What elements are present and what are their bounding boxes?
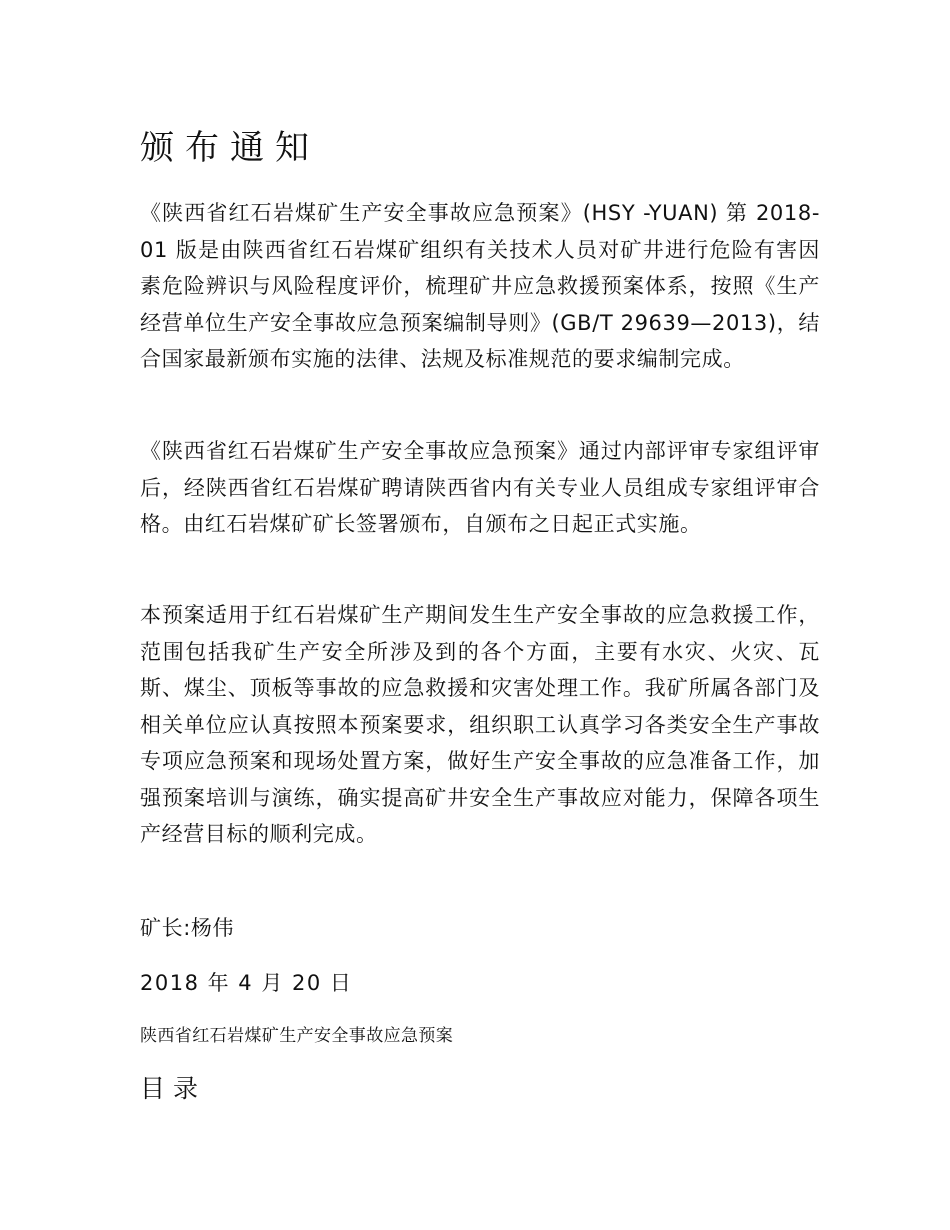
notice-paragraph-2: 《陕西省红石岩煤矿生产安全事故应急预案》通过内部评审专家组评审后，经陕西省红石岩煤矿聘请陕西省内有关专业人员组成专家组评审合格。由红石岩煤矿矿长签署颁布，自颁布之日起正式实施。 <box>140 439 820 536</box>
toc-heading: 目录 <box>140 1074 207 1103</box>
notice-title: 颁布通知 <box>140 128 320 168</box>
document-title-footer: 陕西省红石岩煤矿生产安全事故应急预案 <box>140 1026 454 1046</box>
notice-paragraph-1: 《陕西省红石岩煤矿生产安全事故应急预案》(HSY -YUAN) 第 2018-01 版是由陕西省红石岩煤矿组织有关技术人员对矿井进行危险有害因素危险辨识与风险程度评价，梳理矿井应急救援预案体系，按照《生产经营单位生产安全事故应急预案编制导则》(GB/T 29639—2013)，结合国家最新颁布实施的法律、法规及标准规范的要求编制完成。 <box>140 201 820 371</box>
signer-line: 矿长:杨伟 <box>140 916 235 940</box>
issue-date: 2018 年 4 月 20 日 <box>140 971 353 995</box>
notice-paragraph-3: 本预案适用于红石岩煤矿生产期间发生生产安全事故的应急救援工作，范围包括我矿生产安全所涉及到的各个方面，主要有水灾、火灾、瓦斯、煤尘、顶板等事故的应急救援和灾害处理工作。我矿所属各部门及相关单位应认真按照本预案要求，组织职工认真学习各类安全生产事故专项应急预案和现场处置方案，做好生产安全事故的应急准备工作，加强预案培训与演练，确实提高矿井安全生产事故应对能力，保障各项生产经营目标的顺利完成。 <box>140 603 820 846</box>
